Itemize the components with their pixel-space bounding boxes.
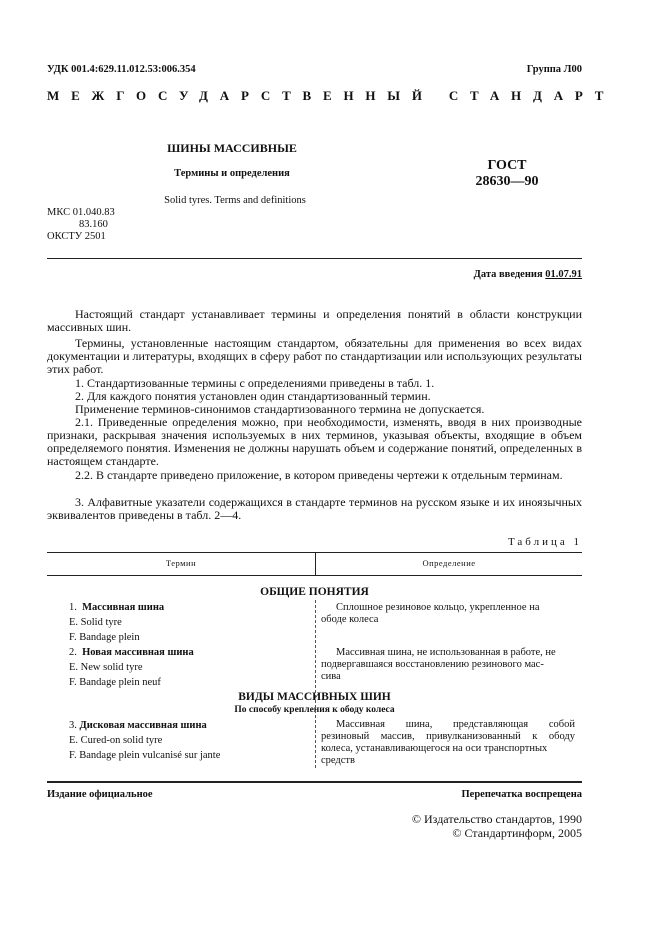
gost-label: ГОСТ <box>487 158 527 173</box>
footer-divider <box>47 781 582 783</box>
paragraph-terms-mandatory: Термины, установленные настоящим стандартом, обязательны для применения во всех видах документации и литературы, входящих в сферу работ по стандартизации или использующих результаты этих работ. <box>47 336 582 376</box>
reprint-prohibited: Перепечатка воспрещена <box>461 789 582 800</box>
term-3-definition-line2: резиновый массив, привулканизованный к ободу <box>321 731 575 742</box>
effective-date <box>474 269 582 280</box>
term-2-english: E. New solid tyre <box>69 662 143 673</box>
term-3-definition-line4: средств <box>321 755 355 766</box>
term-3-number: 3. <box>69 720 77 731</box>
table-column-separator <box>315 600 316 768</box>
table-header-definition: Определение <box>422 558 476 568</box>
effective-date-label: Дата введения <box>473 269 543 280</box>
english-title: Solid tyres. Terms and definitions <box>164 195 306 206</box>
paragraph-item-3: 3. Алфавитные указатели содержащихся в стандарте терминов на русском языке и их иноязычных эквивалентов приведены в табл. 2—4. <box>47 495 582 522</box>
term-2-definition-line2: подвергавшаяся восстановлению резинового мас- <box>321 659 544 670</box>
term-2-number: 2. <box>69 647 77 658</box>
table-caption: Таблица 1 <box>507 536 582 548</box>
paragraph-synonyms: Применение терминов-синонимов стандартизованного термина не допускается. <box>75 402 485 416</box>
udc-code: УДК 001.4:629.11.012.53:006.354 <box>47 64 196 75</box>
table-header-separator <box>315 552 316 576</box>
document-subtitle: Термины и определения <box>174 168 290 179</box>
gost-number: 28630—90 <box>475 174 539 189</box>
copyright-standartinform: © Стандартинформ, 2005 <box>452 826 582 840</box>
mks-code-secondary: 83.160 <box>79 219 108 230</box>
okstu-code: ОКСТУ 2501 <box>47 231 106 242</box>
section-solid-tyre-types: ВИДЫ МАССИВНЫХ ШИН <box>238 691 391 703</box>
document-title: ШИНЫ МАССИВНЫЕ <box>167 141 297 155</box>
term-3-definition-line3: колеса, устанавливающегося на оси транспортных <box>321 743 548 754</box>
term-2-label <box>69 647 194 659</box>
term-2-definition-line1: Массивная шина, не использованная в работе, не <box>336 647 556 658</box>
term-3-label <box>69 720 207 732</box>
section-general-concepts: ОБЩИЕ ПОНЯТИЯ <box>260 586 369 598</box>
term-2-french: F. Bandage plein neuf <box>69 677 161 688</box>
term-3-definition-line1: Массивная шина, представляющая собой <box>336 719 575 730</box>
term-3-french: F. Bandage plein vulcanisé sur jante <box>69 750 221 761</box>
paragraph-item-1: 1. Стандартизованные термины с определениями приведены в табл. 1. <box>75 376 435 390</box>
term-1-name: Массивная шина <box>82 602 165 613</box>
term-1-label <box>69 602 164 614</box>
table-header-bottom-border <box>47 575 582 576</box>
paragraph-item-2: 2. Для каждого понятия установлен один стандартизованный термин. <box>75 389 431 403</box>
paragraph-item-2-2: 2.2. В стандарте приведено приложение, в котором приведены чертежи к отдельным терминам. <box>75 468 563 482</box>
standard-banner: МЕЖГОСУДАРСТВЕННЫЙ СТАНДАРТ <box>47 88 616 103</box>
term-3-name: Дисковая массивная шина <box>79 720 207 731</box>
term-1-definition-line2: ободе колеса <box>321 614 379 625</box>
copyright-publisher: © Издательство стандартов, 1990 <box>411 812 582 826</box>
effective-date-value: 01.07.91 <box>545 269 582 280</box>
term-1-english: E. Solid tyre <box>69 617 122 628</box>
term-2-name: Новая массивная шина <box>82 647 194 658</box>
header-divider <box>47 258 582 259</box>
table-header-term: Термин <box>165 558 197 568</box>
term-2-definition-line3: сива <box>321 671 341 682</box>
term-1-number: 1. <box>69 602 77 613</box>
term-3-english: E. Cured-on solid tyre <box>69 735 163 746</box>
mks-code: МКС 01.040.83 <box>47 207 115 218</box>
paragraph-item-2-1: 2.1. Приведенные определения можно, при необходимости, изменять, вводя в них производные признаки, раскрывая значения используемых в них терминов, указывая объекты, входящие в объем определяемого понятия. Изменения не должны нарушать объем и содержание понятий, определенных в настоящем стандарте. <box>47 415 582 468</box>
official-edition: Издание официальное <box>47 789 153 800</box>
term-1-definition-line1: Сплошное резиновое кольцо, укрепленное на <box>336 602 540 613</box>
group-code: Группа Л00 <box>526 64 582 75</box>
term-1-french: F. Bandage plein <box>69 632 140 643</box>
paragraph-scope: Настоящий стандарт устанавливает термины и определения понятий в области конструкции массивных шин. <box>47 307 582 334</box>
subsection-rim-mounting: По способу крепления к ободу колеса <box>234 705 395 715</box>
